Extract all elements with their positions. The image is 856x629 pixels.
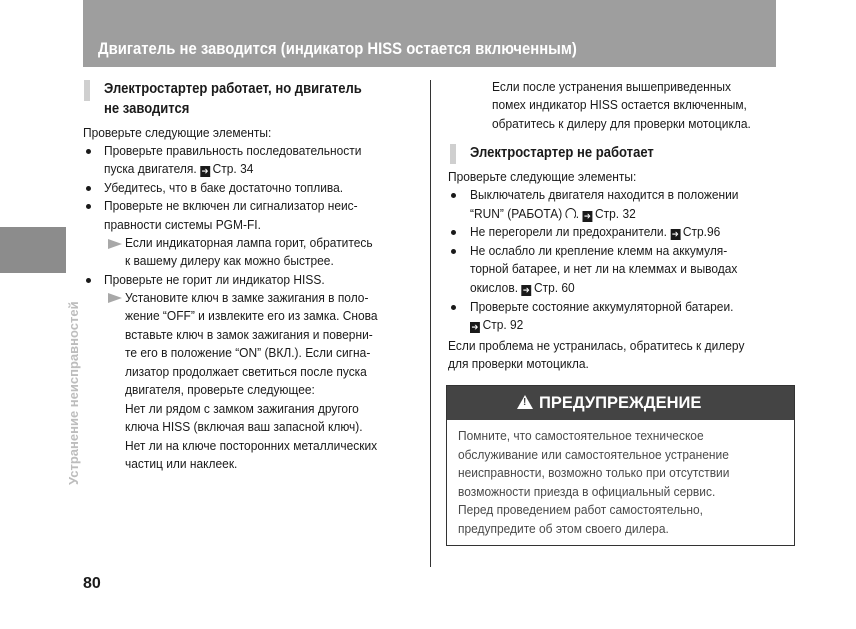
page-ref-icon: ➔ xyxy=(583,211,591,221)
page-reference: Стр. 60 xyxy=(533,280,575,295)
list-item xyxy=(470,316,523,335)
list-item xyxy=(470,223,720,242)
note-text: частиц или наклеек. xyxy=(125,456,238,471)
page-number: 80 xyxy=(83,575,101,592)
warning-line: Помните, что самостоятельное техническое xyxy=(458,428,704,443)
page-title: Двигатель не заводится (индикатор HISS остается включенным) xyxy=(98,40,577,58)
section-marker xyxy=(84,80,90,101)
bullet xyxy=(86,278,91,283)
warning-text xyxy=(458,427,729,538)
section-title: не заводится xyxy=(104,101,190,117)
warning-box xyxy=(446,385,795,546)
page-reference: Стр.96 xyxy=(682,224,721,239)
note-text: Если индикаторная лампа горит, обратитесь xyxy=(125,235,373,250)
list-item-text: пуска двигателя. xyxy=(104,161,197,176)
bullet xyxy=(451,230,456,235)
note-text: Нет ли на ключе посторонних металлических xyxy=(125,438,378,453)
note-text: лизатор продолжает светиться после пуска xyxy=(125,364,367,379)
list-item xyxy=(104,160,253,179)
section-marker xyxy=(450,144,456,164)
note-text: жение “OFF” и извлеките его из замка. Снова xyxy=(125,308,378,323)
list-item: Не ослабло ли крепление клемм на аккумуля- xyxy=(470,243,728,258)
bullet xyxy=(451,305,456,310)
list-item: торной батарее, и нет ли на клеммах и выводах xyxy=(470,261,738,276)
note-text: к вашему дилеру как можно быстрее. xyxy=(125,253,334,268)
bullet xyxy=(86,186,91,191)
closing-text: для проверки мотоцикла. xyxy=(448,356,589,371)
warning-triangle-icon xyxy=(517,395,533,409)
warning-line: предупредите об этом своего дилера. xyxy=(458,520,669,536)
intro-text: Проверьте следующие элементы: xyxy=(448,169,637,184)
side-tab xyxy=(0,227,66,273)
list-item: Проверьте правильность последовательности xyxy=(104,143,362,158)
header-band xyxy=(83,0,776,67)
page-ref-icon: ➔ xyxy=(671,229,679,239)
closing-text: Если проблема не устранилась, обратитесь к дилеру xyxy=(448,338,745,353)
list-item: Выключатель двигателя находится в положении xyxy=(470,187,739,202)
continuation-text: Если после устранения вышеприведенных xyxy=(492,79,731,94)
column-divider xyxy=(430,80,431,567)
warning-icon-glyph: ! xyxy=(523,397,527,408)
list-item: Проверьте состояние аккумуляторной батареи. xyxy=(470,299,734,314)
note-text: те его в положение “ON” (ВКЛ.). Если сигна- xyxy=(125,345,371,360)
note-text: двигателя, проверьте следующее: xyxy=(125,382,315,397)
info-arrow-icon xyxy=(108,239,122,249)
list-item: “RUN” (РАБОТА) . ➔ Стр. 32 xyxy=(470,206,636,221)
list-item: Проверьте не горит ли индикатор HISS. xyxy=(104,272,325,287)
continuation-text: помех индикатор HISS остается включенным, xyxy=(492,97,747,112)
list-item: Убедитесь, что в баке достаточно топлива. xyxy=(104,180,344,195)
note-text: Нет ли рядом с замком зажигания другого xyxy=(125,401,359,416)
warning-line: неисправности, возможно только при отсутствии xyxy=(458,465,730,480)
page-reference: Стр. 92 xyxy=(482,317,524,332)
page-reference: Стр. 32 xyxy=(595,206,636,221)
list-item xyxy=(470,279,575,298)
bullet xyxy=(86,149,91,154)
list-item-text: Не перегорели ли предохранители. xyxy=(470,224,667,239)
warning-line: возможности приезда в официальный сервис. xyxy=(458,483,716,499)
intro-text: Проверьте следующие элементы: xyxy=(83,125,272,140)
note-text: ключа HISS (включая ваш запасной ключ). xyxy=(125,419,363,434)
side-section-label: Устранение неисправностей xyxy=(66,301,81,485)
note-text: вставьте ключ в замок зажигания и поверни- xyxy=(125,327,373,342)
warning-line: Перед проведением работ самостоятельно, xyxy=(458,502,703,517)
info-arrow-icon xyxy=(108,293,122,303)
page-ref-icon: ➔ xyxy=(522,285,530,295)
section-title: Электростартер работает, но двигатель xyxy=(104,81,362,97)
page-reference: Стр. 34 xyxy=(212,161,254,176)
note-text: Установите ключ в замке зажигания в поло- xyxy=(125,290,369,305)
bullet xyxy=(451,249,456,254)
page-ref-icon: ➔ xyxy=(471,322,479,332)
warning-header xyxy=(447,386,794,420)
page-ref-icon: ➔ xyxy=(201,166,209,176)
list-item: правности системы PGM-FI. xyxy=(104,217,261,232)
bullet xyxy=(86,204,91,209)
key-symbol-icon xyxy=(565,208,576,220)
bullet xyxy=(451,193,456,198)
section-title: Электростартер не работает xyxy=(470,145,654,161)
warning-title: ПРЕДУПРЕЖДЕНИЕ xyxy=(539,394,702,412)
warning-title-row xyxy=(517,394,701,413)
list-item-text: “RUN” (РАБОТА) xyxy=(470,206,563,221)
continuation-text: обратитесь к дилеру для проверки мотоцикла. xyxy=(492,116,751,131)
warning-line: обслуживание или самостоятельное устранение xyxy=(458,446,729,462)
list-item-text: окислов. xyxy=(470,280,519,295)
list-item: Проверьте не включен ли сигнализатор неис- xyxy=(104,198,358,213)
